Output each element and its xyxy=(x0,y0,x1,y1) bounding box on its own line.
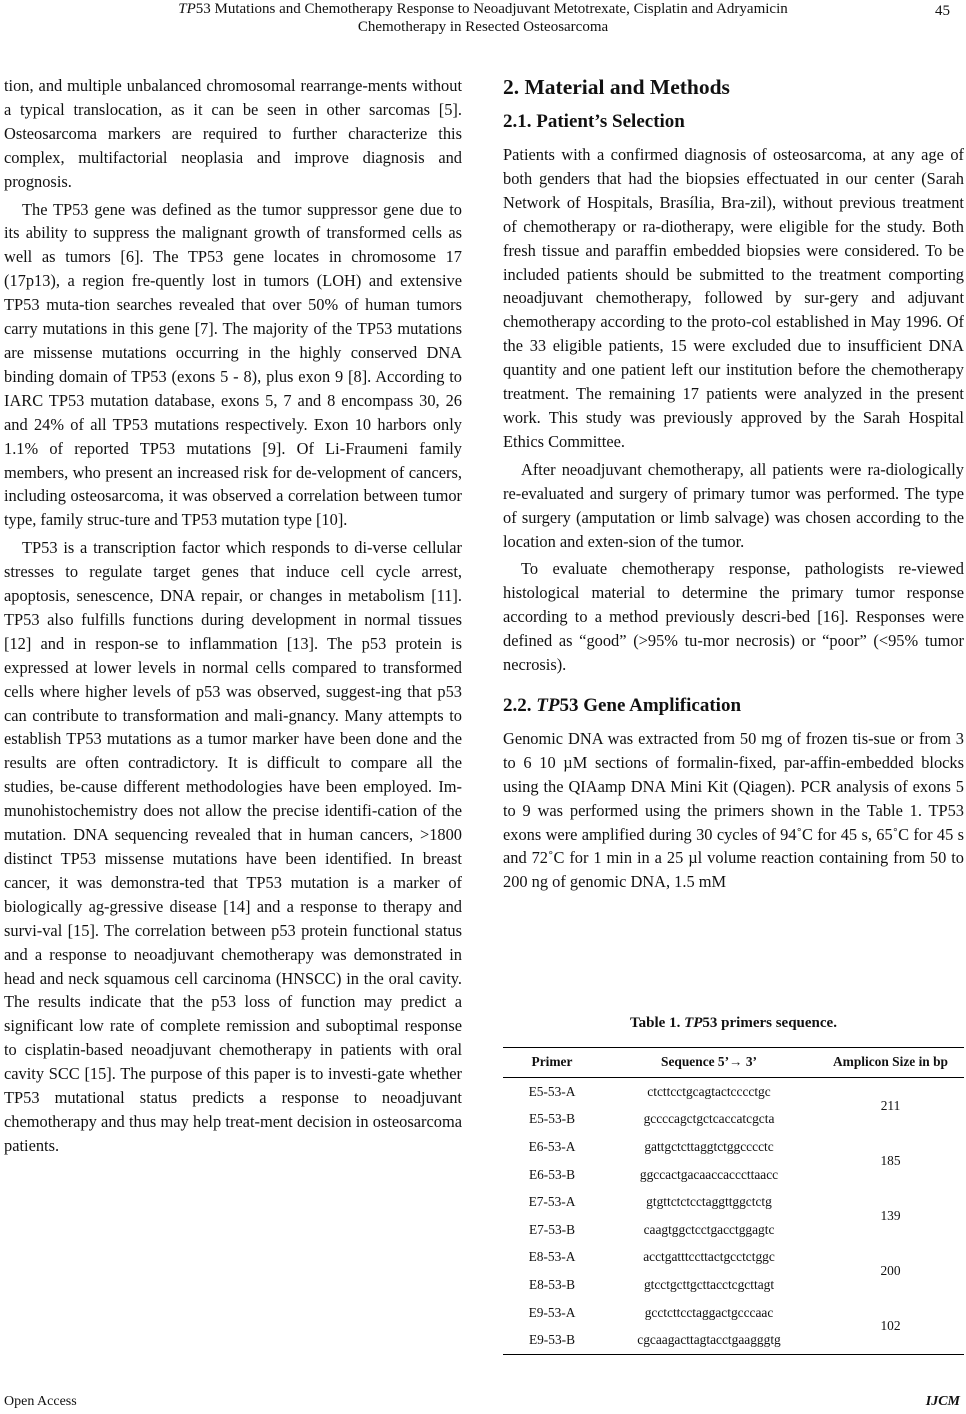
table-row xyxy=(503,1133,964,1161)
cell-primer: E8-53-A xyxy=(528,1249,576,1265)
cell-sequence: gattgctcttaggtctggcccctc xyxy=(644,1138,774,1154)
cell-sequence: gtgttctctcctaggttggctctg xyxy=(646,1194,772,1210)
cell-primer: E7-53-B xyxy=(528,1221,576,1237)
cell-sequence: gcctcttcctaggactgcccaac xyxy=(644,1304,774,1320)
header-title-line-1 xyxy=(0,0,966,18)
left-paragraph-2: The TP53 gene was defined as the tumor suppressor gene due to its ability to suppress the malignant growth of transformed cells as well as tumors [6]. The TP53 gene locates in chromosome 17 (17p13), a region fre-quently lost in tumors (LOH) and extensive TP53 muta-tion searches revealed that over 50% of human tumors carry mutations in this gene [7]. The majority of the TP53 mutations are missense mutations occurring in the highly conserved DNA binding domain of TP53 (exons 5 - 8), plus exon 9 [8]. According to IARC TP53 mutation database, exons 5, 7 and 8 encompass 30, 26 and 24% of all TP53 mutations respectively. Exon 10 harbors only 1.1% of reported TP53 mutations [9]. Of Li-Fraumeni family members, who present an increased risk for de-velopment of cancers, including osteosarcoma, it was observed a correlation between tumor type, family struc-ture and TP53 mutation type [10]. xyxy=(4,199,462,530)
table-caption-italic: TP xyxy=(684,1015,703,1031)
right-paragraph-1: Patients with a confirmed diagnosis of osteosarcoma, at any age of both genders that had the biopsies effectuated in our center (Sarah Network of Hospitals, Brasília, Bra-zil), without previous treatment of chemotherapy or ra-diotherapy, were eligible for the study. Both fresh tissue and paraffin embedded biopsies were considered. To be included patients should be submitted to the treatment comporting neoadjuvant chemotherapy, followed by sur-gery and adjuvant chemotherapy according to the proto-col established in May 1996. Of the 33 eligible patients, 15 were excluded due to insufficient DNA quantity and one patient left our institution before the chemotherapy treatment. The remaining 17 patients were analyzed in the present work. This study was previously approved by the Sarah Hospital Ethics Committee. xyxy=(503,145,964,451)
cell-sequence: caagtggctcctgacctggagtc xyxy=(643,1221,775,1237)
primers-table-block xyxy=(503,1015,964,1355)
cell-amplicon-size: 211 xyxy=(880,1097,901,1113)
subsection-title-patients: 2.1. Patient’s Selection xyxy=(503,111,685,132)
page-footer xyxy=(0,1394,966,1414)
left-column xyxy=(4,74,462,1158)
cell-amplicon-size: 200 xyxy=(880,1263,901,1279)
right-paragraph-4: Genomic DNA was extracted from 50 mg of frozen tis-sue or from 3 to 6 10 µM sections of formalin-fixed, par-affin-embedded blocks using the QIAamp DNA Mini Kit (Qiagen). PCR analysis of exons 5 to 9 was performed using the primers shown in the Table 1. TP53 exons were amplified during 30 cycles of 94˚C for 45 s, 65˚C for 45 s and 72˚C for 1 min in a 25 µl volume reaction containing from 50 to 200 ng of genomic DNA, 1.5 mM xyxy=(503,728,964,892)
table-row xyxy=(503,1078,964,1106)
cell-amplicon-size: 139 xyxy=(880,1207,901,1223)
table-header-row xyxy=(503,1048,964,1078)
section-title-material-methods: 2. Material and Methods xyxy=(503,75,730,99)
primers-table xyxy=(503,1047,964,1355)
table-row xyxy=(503,1188,964,1216)
table-caption-rest: 53 primers sequence. xyxy=(702,1015,837,1031)
cell-sequence: gtcctgcttgcttacctcgcttagt xyxy=(643,1276,775,1292)
header-title-italic: TP xyxy=(178,1,196,17)
cell-sequence: acctgatttccttactgcctctggc xyxy=(643,1249,775,1265)
table-caption-prefix: Table 1. xyxy=(630,1015,685,1031)
subsection-title-amplification xyxy=(503,695,964,717)
subsection-rest: 53 Gene Amplification xyxy=(559,694,742,716)
left-paragraph-3: TP53 is a transcription factor which responds to di-verse cellular stresses to regulate target genes that induce cell cycle arrest, apoptosis, senescence, DNA repair, or changes in metabolism [11]. TP53 also fulfills functions during development in normal tissues [12] and in respon-se to inflammation [13]. The p53 protein is expressed at lower levels in normal cells compared to transformed cells where higher levels of p53 was observed, suggest-ing that p53 can contribute to transformation and mali-gnancy. Many attempts to establish TP53 mutations as a tumor marker have been done and the results are often contradictory. It is difficult to compare all the studies, be-cause different methodologies have been employed. Im-munohistochemistry does not allow the precise identifi-cation of the mutation. DNA sequencing revealed that in human cancers, >1800 distinct TP53 missense mutations have been identified. In breast cancer, it was demonstra-ted that TP53 mutation is a marker of biologically ag-gressive disease [14] and a response to therapy and survi-val [15]. The correlation between p53 protein functional status and a response to neoadjuvant chemotherapy was demonstrated in head and neck squamous cell carcinoma (HNSCC) in the oral cavity. The results indicate that the p53 loss of function may predict a significant low rate of complete remission and suboptimal response to cisplatin-based neoadjuvant chemotherapy in patients with oral cavity SCC [15]. The purpose of this paper is to investi-gate whether TP53 mutational status predicts a response to neoadjuvant chemotherapy and thus may help treat-ment decision in osteosarcoma patients. xyxy=(4,538,462,1155)
cell-primer: E9-53-B xyxy=(503,1326,601,1354)
footer-open-access: Open Access xyxy=(4,1394,77,1409)
left-paragraph-1: tion, and multiple unbalanced chromosomal rearrange-ments without a typical translocation, as it can be seen in other sarcomas [5]. Osteosarcoma markers are required to further characterize this complex, multifactorial neoplasia and improve diagnosis and prognosis. xyxy=(4,76,462,191)
cell-sequence: gccccagctgctcaccatcgcta xyxy=(643,1111,775,1127)
page-number: 45 xyxy=(935,3,950,19)
column-header-sequence: Sequence 5’→ 3’ xyxy=(601,1048,817,1078)
cell-sequence: cgcaagacttagtacctgaagggtg xyxy=(601,1326,817,1354)
cell-primer: E7-53-A xyxy=(528,1194,576,1210)
column-header-primer: Primer xyxy=(503,1048,601,1078)
right-column xyxy=(503,74,964,894)
cell-primer: E5-53-A xyxy=(528,1083,576,1099)
cell-primer: E5-53-B xyxy=(528,1111,576,1127)
cell-sequence: ggccactgacaaccacccttaacc xyxy=(639,1166,779,1182)
cell-primer: E8-53-B xyxy=(528,1276,576,1292)
right-paragraph-3: To evaluate chemotherapy response, pathologists re-viewed histological material to determine the primary tumor response according to a method previously descri-bed [16]. Responses were defined as “good” (>95% tu-mor necrosis) or “poor” (<95% tumor necrosis). xyxy=(503,559,964,675)
cell-sequence: ctcttcctgcagtactcccctgc xyxy=(647,1083,771,1099)
cell-primer: E6-53-B xyxy=(528,1166,576,1182)
cell-primer: E9-53-A xyxy=(528,1304,576,1320)
table-caption xyxy=(503,1015,964,1032)
cell-amplicon-size: 185 xyxy=(880,1152,901,1168)
cell-amplicon-size: 102 xyxy=(817,1299,964,1355)
right-paragraph-2: After neoadjuvant chemotherapy, all patients were ra-diologically re-evaluated and surgery of primary tumor was performed. The type of surgery (amputation or limb salvage) was chosen according to the location and exten-sion of the tumor. xyxy=(503,459,964,551)
table-row xyxy=(503,1244,964,1272)
cell-primer: E6-53-A xyxy=(528,1138,576,1154)
column-header-amplicon-size: Amplicon Size in bp xyxy=(817,1048,964,1078)
header-title-line-2: Chemotherapy in Resected Osteosarcoma xyxy=(357,19,609,35)
footer-journal-abbrev: IJCM xyxy=(925,1394,960,1409)
subsection-prefix: 2.2. xyxy=(503,694,537,716)
header-title-rest: 53 Mutations and Chemotherapy Response to Neoadjuvant Metotrexate, Cisplatin and Adryamicin xyxy=(195,1,788,17)
running-header xyxy=(0,0,966,40)
table-row xyxy=(503,1299,964,1327)
subsection-italic: TP xyxy=(536,694,560,716)
